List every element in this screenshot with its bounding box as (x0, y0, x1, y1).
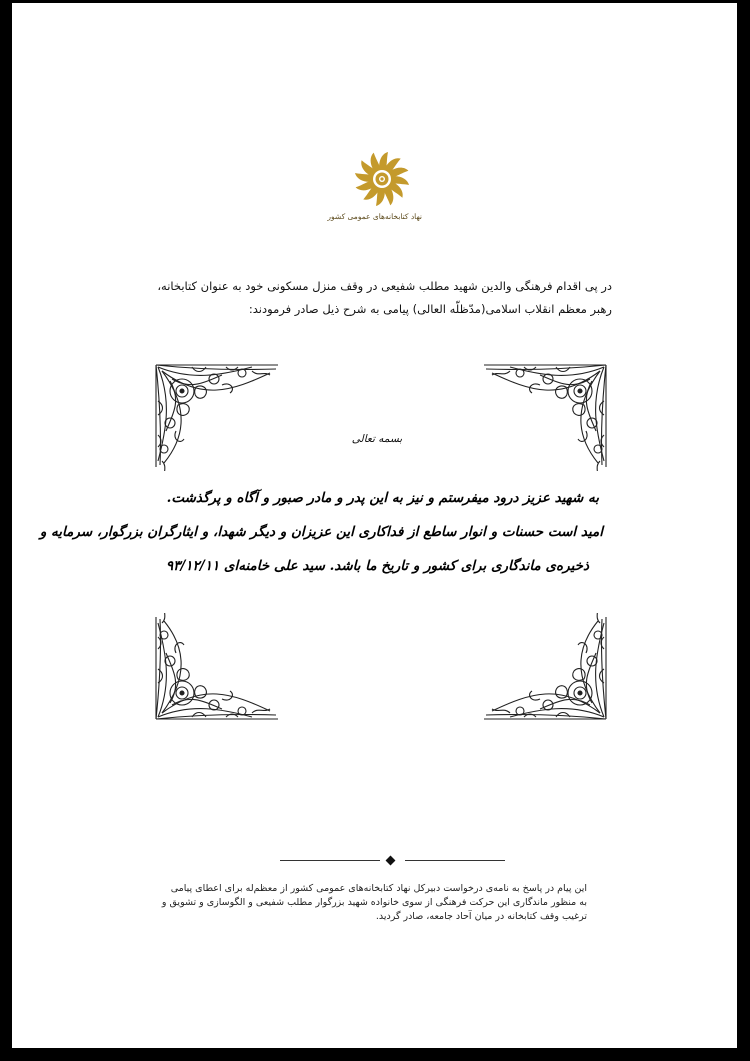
diamond-ornament-icon (386, 856, 396, 866)
message-line: به شهید عزیز درود میفرستم و نیز به این پدر و مادر صبور و آگاه و پرگذشت. (166, 490, 599, 506)
arabesque-ornament-icon (480, 613, 610, 723)
library-emblem-icon (342, 148, 422, 210)
logo-caption: نهاد کتابخانه‌های عمومی کشور (327, 212, 422, 221)
intro-paragraph (112, 275, 612, 321)
ornament-corner-bottom-right (480, 613, 610, 723)
ornament-corner-top-left (152, 361, 282, 471)
message-heading: بسمه تعالی (351, 433, 403, 445)
section-divider (280, 856, 505, 866)
arabesque-ornament-icon (480, 361, 610, 471)
ornament-corner-bottom-left (152, 613, 282, 723)
footnote-line: ترغیب وقف کتابخانه در میان آحاد جامعه، صادر گردید. (375, 911, 587, 922)
leader-message (39, 481, 607, 583)
footnote-line: این پیام در پاسخ به نامه‌ی درخواست دبیرکل نهاد کتابخانه‌های عمومی کشور از معظم‌له برای اعطای پیامی (170, 883, 587, 894)
arabesque-ornament-icon (152, 613, 282, 723)
intro-line: در پی اقدام فرهنگی والدین شهید مطلب شفیعی در وقف منزل مسکونی خود به عنوان کتابخانه، (157, 279, 612, 293)
footnote (161, 882, 587, 924)
arabesque-ornament-icon (152, 361, 282, 471)
library-logo (327, 148, 422, 243)
footnote-line: به منظور ماندگاری این حرکت فرهنگی از سوی خانواده شهید بزرگوار مطلب شفیعی و الگوسازی و تشویق و (161, 897, 587, 908)
ornament-corner-top-right (480, 361, 610, 471)
message-line: امید است حسنات و انوار ساطع از فداکاری این عزیزان و دیگر شهدا، و ایثارگران بزرگوار، سرمایه و (39, 524, 603, 540)
document-page (12, 3, 737, 1048)
message-line-signature: ذخیره‌ی ماندگاری برای کشور و تاریخ ما باشد. سید علی خامنه‌ای ۹۳/۱۲/۱۱ (165, 558, 589, 574)
intro-line: رهبر معظم انقلاب اسلامی(مدّظلّه العالی) پیامی به شرح ذیل صادر فرمودند: (248, 302, 612, 316)
